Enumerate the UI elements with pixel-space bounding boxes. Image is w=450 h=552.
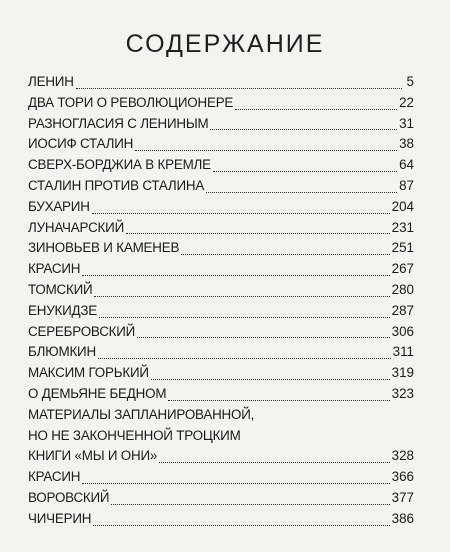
toc-entry-page: 311 bbox=[392, 344, 414, 360]
toc-entry-title: ЧИЧЕРИН bbox=[28, 510, 92, 526]
dot-leader bbox=[210, 128, 397, 130]
table-of-contents bbox=[28, 72, 414, 530]
toc-entry[interactable] bbox=[28, 114, 414, 135]
toc-entry-title: РАЗНОГЛАСИЯ С ЛЕНИНЫМ bbox=[28, 115, 209, 131]
toc-entry-title: БУХАРИН bbox=[28, 198, 90, 214]
toc-entry-page: 87 bbox=[399, 177, 414, 193]
toc-entry[interactable] bbox=[28, 197, 414, 218]
dot-leader bbox=[181, 253, 389, 255]
toc-entry-title: ДВА ТОРИ О РЕВОЛЮЦИОНЕРЕ bbox=[28, 94, 234, 110]
toc-entry[interactable] bbox=[28, 176, 414, 197]
toc-entry-page: 323 bbox=[391, 385, 414, 401]
toc-entry-title: БЛЮМКИН bbox=[28, 344, 96, 360]
toc-entry-page: 231 bbox=[391, 219, 414, 235]
dot-leader bbox=[111, 503, 389, 505]
toc-entry-title: ЛУНАЧАРСКИЙ bbox=[28, 219, 125, 235]
toc-entry-title: ЛЕНИН bbox=[28, 74, 74, 89]
toc-entry-title: МАКСИМ ГОРЬКИЙ bbox=[28, 365, 149, 381]
dot-leader bbox=[206, 191, 397, 193]
toc-entry-multiline[interactable] bbox=[28, 405, 414, 467]
dot-leader bbox=[151, 378, 390, 380]
toc-entry-page: 319 bbox=[391, 365, 414, 381]
dot-leader bbox=[168, 399, 389, 401]
toc-entry-title: ЗИНОВЬЕВ И КАМЕНЕВ bbox=[28, 240, 180, 256]
toc-entry[interactable] bbox=[28, 342, 414, 363]
toc-entry-title: ЕНУКИДЗЕ bbox=[28, 302, 98, 318]
toc-entry-title: КРАСИН bbox=[28, 261, 81, 277]
dot-leader bbox=[92, 212, 390, 214]
toc-entry-title: ТОМСКИЙ bbox=[28, 281, 93, 297]
toc-entry[interactable] bbox=[28, 238, 414, 259]
toc-entry-page: 386 bbox=[391, 510, 414, 526]
toc-entry[interactable] bbox=[28, 218, 414, 239]
toc-entry-page: 5 bbox=[406, 74, 414, 89]
toc-entry[interactable] bbox=[28, 322, 414, 343]
dot-leader bbox=[137, 336, 390, 338]
toc-entry[interactable] bbox=[28, 259, 414, 280]
toc-entry-title-line: КНИГИ «МЫ И ОНИ» bbox=[28, 448, 158, 464]
toc-entry-title: СЕРЕБРОВСКИЙ bbox=[28, 323, 136, 339]
dot-leader bbox=[94, 295, 389, 297]
toc-entry-page: 251 bbox=[391, 240, 414, 256]
toc-entry-title: ИОСИФ СТАЛИН bbox=[28, 136, 134, 152]
toc-entry-page: 280 bbox=[391, 281, 414, 297]
toc-entry-title: ВОРОВСКИЙ bbox=[28, 489, 110, 505]
toc-entry-page: 64 bbox=[399, 157, 414, 173]
dot-leader bbox=[98, 357, 391, 359]
dot-leader bbox=[126, 232, 390, 234]
dot-leader bbox=[82, 482, 389, 484]
toc-entry[interactable] bbox=[28, 363, 414, 384]
dot-leader bbox=[213, 170, 397, 172]
toc-entry[interactable] bbox=[28, 384, 414, 405]
dot-leader bbox=[82, 274, 389, 276]
toc-entry[interactable] bbox=[28, 280, 414, 301]
dot-leader bbox=[93, 524, 389, 526]
toc-entry-page: 287 bbox=[391, 302, 414, 318]
toc-entry[interactable] bbox=[28, 93, 414, 114]
toc-entry-page: 377 bbox=[391, 489, 414, 505]
toc-entry-title: СТАЛИН ПРОТИВ СТАЛИНА bbox=[28, 177, 205, 193]
toc-entry[interactable] bbox=[28, 509, 414, 530]
toc-entry-page: 366 bbox=[391, 469, 414, 485]
toc-entry-title-line: НО НЕ ЗАКОНЧЕННОЙ ТРОЦКИМ bbox=[28, 427, 241, 443]
toc-entry-title: О ДЕМЬЯНЕ БЕДНОМ bbox=[28, 385, 167, 401]
toc-entry-page: 22 bbox=[399, 94, 414, 110]
toc-entry[interactable] bbox=[28, 301, 414, 322]
toc-entry-page: 204 bbox=[391, 198, 414, 214]
dot-leader bbox=[235, 108, 397, 110]
toc-entry[interactable] bbox=[28, 134, 414, 155]
toc-entry-page: 31 bbox=[399, 115, 414, 131]
toc-entry-page: 267 bbox=[391, 261, 414, 277]
toc-entry-title: КРАСИН bbox=[28, 469, 81, 485]
dot-leader bbox=[76, 87, 402, 89]
toc-entry-page: 38 bbox=[399, 136, 414, 152]
toc-entry-title: СВЕРХ-БОРДЖИА В КРЕМЛЕ bbox=[28, 157, 211, 173]
toc-entry[interactable] bbox=[28, 72, 414, 93]
toc-entry-last-row bbox=[28, 446, 414, 467]
toc-entry[interactable] bbox=[28, 155, 414, 176]
dot-leader bbox=[135, 149, 397, 151]
toc-entry[interactable] bbox=[28, 467, 414, 488]
dot-leader bbox=[99, 316, 390, 318]
toc-entry-title-line: МАТЕРИАЛЫ ЗАПЛАНИРОВАННОЙ, bbox=[28, 406, 255, 422]
page-title: СОДЕРЖАНИЕ bbox=[125, 30, 325, 58]
toc-entry-page: 328 bbox=[391, 448, 414, 464]
toc-entry[interactable] bbox=[28, 488, 414, 509]
dot-leader bbox=[159, 461, 389, 463]
toc-entry-page: 306 bbox=[391, 323, 414, 339]
